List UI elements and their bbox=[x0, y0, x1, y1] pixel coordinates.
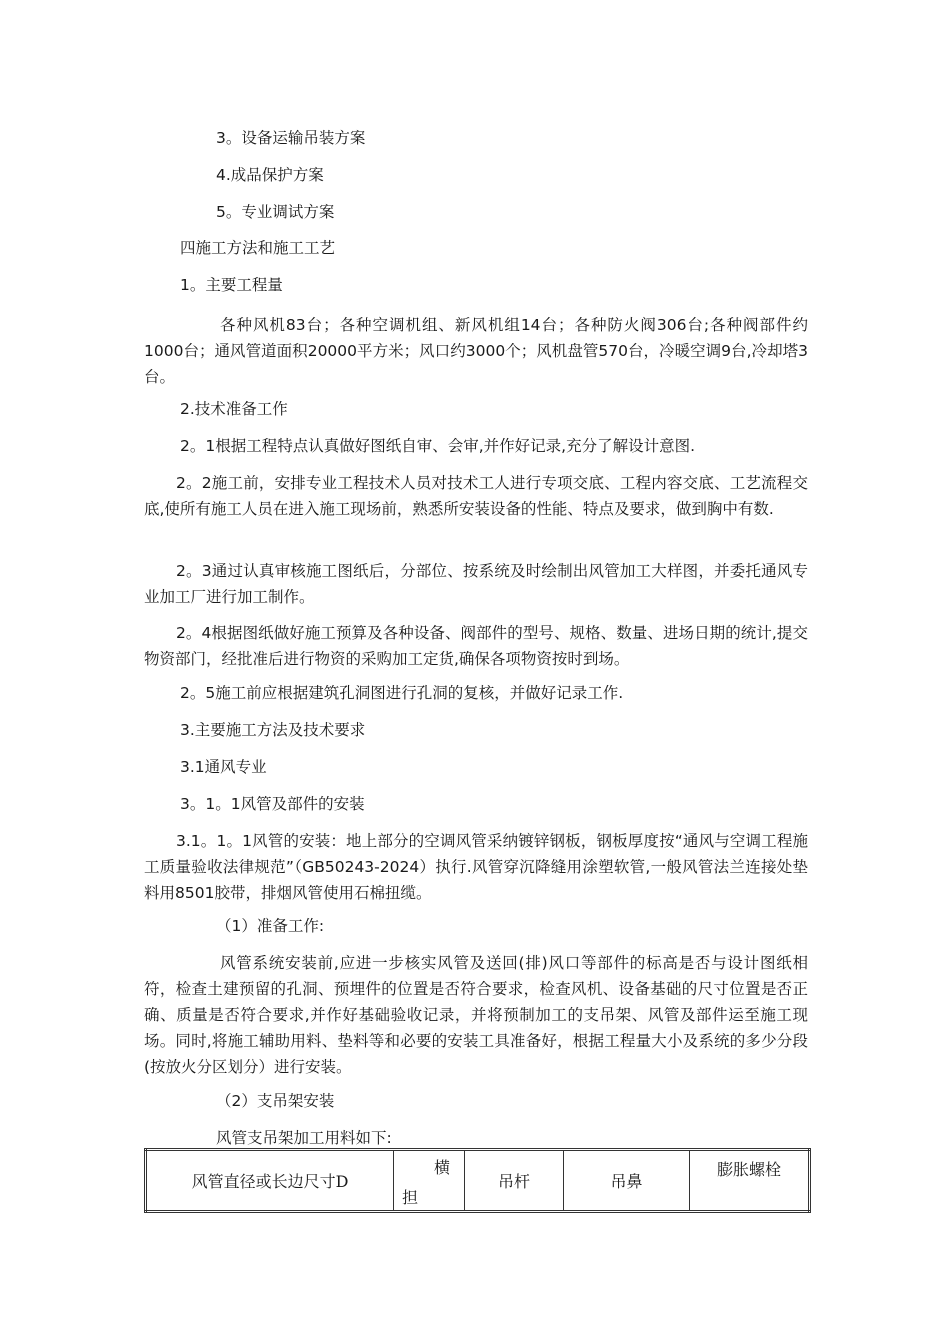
paragraph-quantities: 各种风机83台；各种空调机组、新风机组14台；各种防火阀306台;各种阀部件约1000台；通风管道面积20000平方米；风口约3000个；风机盘管570台，冷暖空调9台,冷却塔3台。 bbox=[144, 316, 808, 386]
line-transport-plan: 3。设备运输吊装方案 bbox=[216, 129, 366, 147]
subheading-ventilation: 3.1通风专业 bbox=[180, 758, 267, 776]
paragraph-2-2: 2。2施工前，安排专业工程技术人员对技术工人进行专项交底、工程内容交底、工艺流程交底,使所有施工人员在进入施工现场前，熟悉所安装设备的性能、特点及要求，做到胸中有数. bbox=[144, 474, 808, 518]
item-2-1: 2。1根据工程特点认真做好图纸自审、会审,并作好记录,充分了解设计意图. bbox=[180, 437, 696, 455]
section-heading-methods: 四施工方法和施工工艺 bbox=[180, 239, 336, 257]
header-crossbar-char2: 担 bbox=[402, 1188, 419, 1207]
header-hanger-rod: 吊杆 bbox=[465, 1150, 564, 1212]
paragraph-duct-install: 3.1。1。1风管的安装：地上部分的空调风管采纳镀锌钢板，钢板厚度按“通风与空调工程施工质量验收法律规范”（GB50243-2024）执行.风管穿沉降缝用涂塑软管,一般风管法兰连接处垫料用8501胶带，排烟风管使用石棉扭缆。 bbox=[144, 832, 808, 902]
header-expansion-bolt: 膨胀螺栓 bbox=[690, 1150, 810, 1212]
header-hanger-eye: 吊鼻 bbox=[564, 1150, 690, 1212]
line-protection-plan: 4.成品保护方案 bbox=[216, 166, 324, 184]
table-header-row bbox=[146, 1150, 810, 1212]
paragraph-2-4: 2。4根据图纸做好施工预算及各种设备、阀部件的型号、规格、数量、进场日期的统计,提交物资部门，经批准后进行物资的采购加工定货,确保各项物资按时到场。 bbox=[144, 624, 808, 668]
subheading-duct-install: 3。1。1风管及部件的安装 bbox=[180, 795, 365, 813]
subheading-preparation: （1）准备工作: bbox=[216, 917, 325, 935]
paragraph-2-3: 2。3通过认真审核施工图纸后，分部位、按系统及时绘制出风管加工大样图，并委托通风专业加工厂进行加工制作。 bbox=[144, 562, 808, 606]
subheading-hanger-install: （2）支吊架安装 bbox=[216, 1092, 335, 1110]
header-crossbar bbox=[394, 1150, 465, 1212]
header-crossbar-char1: 横 bbox=[434, 1158, 451, 1177]
subheading-tech-prep: 2.技术准备工作 bbox=[180, 400, 288, 418]
header-duct-size: 风管直径或长边尺寸D bbox=[146, 1150, 394, 1212]
item-2-5: 2。5施工前应根据建筑孔洞图进行孔洞的复核，并做好记录工作. bbox=[180, 684, 624, 702]
subheading-quantities: 1。主要工程量 bbox=[180, 276, 283, 294]
hanger-material-table bbox=[144, 1148, 811, 1213]
table-caption: 风管支吊架加工用料如下: bbox=[216, 1129, 392, 1147]
paragraph-preparation: 风管系统安装前,应进一步核实风管及送回(排)风口等部件的标高是否与设计图纸相符，检查土建预留的孔洞、预埋件的位置是否符合要求，检查风机、设备基础的尺寸位置是否正确、质量是否符合要求,并作好基础验收记录，并将预制加工的支吊架、风管及部件运至施工现场。同时,将施工辅助用料、垫料等和必要的安装工具准备好，根据工程量大小及系统的多少分段(按放火分区划分）进行安装。 bbox=[144, 954, 808, 1076]
subheading-main-methods: 3.主要施工方法及技术要求 bbox=[180, 721, 366, 739]
line-debug-plan: 5。专业调试方案 bbox=[216, 203, 335, 221]
